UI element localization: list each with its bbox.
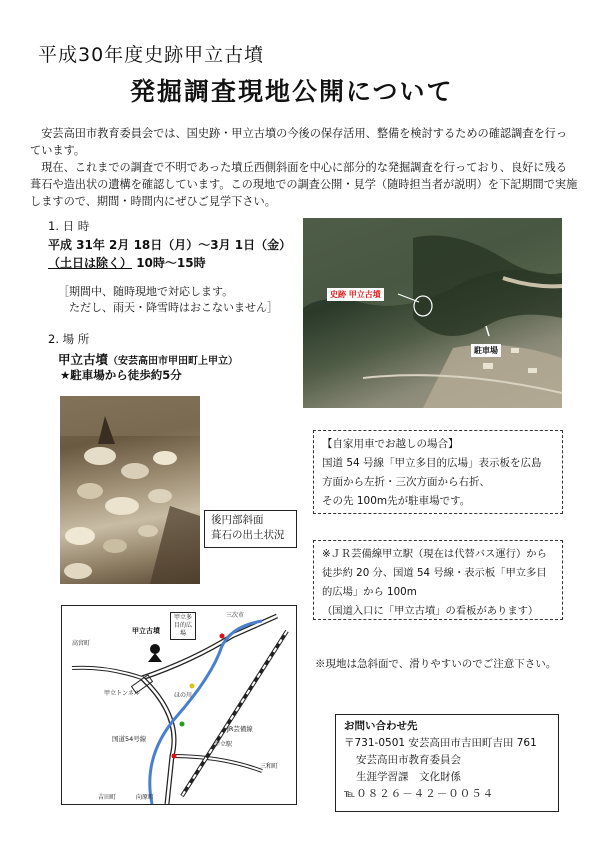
excavation-caption (204, 510, 297, 548)
title-line-1: 平成30年度史跡甲立古墳 (38, 44, 265, 66)
map-jr-label: JR芸備線 (227, 725, 253, 733)
map-plaza-label: 甲立多目的広場 (170, 612, 196, 640)
aerial-photo (303, 218, 562, 408)
train-access-box (313, 540, 563, 620)
map-river-label: ほの川 (174, 692, 193, 699)
contact-org-1: 安芸高田市教育委員会 (356, 754, 461, 766)
car-access-box (313, 430, 563, 514)
train-access-line-1: ※ＪＲ芸備線甲立駅（現在は代替バス運行）から (322, 548, 547, 560)
excavation-photo (60, 396, 200, 584)
place-name-line (58, 350, 238, 368)
car-access-line-3: その先 100m先が駐車場です。 (322, 495, 471, 507)
train-access-line-4: （国道入口に「甲立古墳」の看板があります） (322, 605, 539, 617)
car-access-line-1: 国道 54 号線「甲立多目的広場」表示板を広島 (322, 457, 542, 469)
train-access-line-3: 的広場」から 100m (322, 586, 417, 598)
map-takamiya-label: 高宮町 (72, 640, 91, 647)
place-walk: ★駐車場から徒歩約5分 (60, 368, 182, 382)
aerial-parking-label: 駐車場 (471, 344, 501, 357)
train-access-line-2: 徒歩約 20 分、国道 54 号線・表示板「甲立多目 (322, 567, 547, 579)
place-heading: 2. 場 所 (48, 332, 90, 346)
map-tunnel-label: 甲立トンネル (104, 690, 140, 697)
contact-org-2: 生涯学習課 文化財係 (356, 771, 461, 783)
place-address: （安芸高田市甲田町上甲立） (108, 356, 239, 367)
map-yoshida-label: 吉田町 (98, 794, 117, 801)
caption-line-2: 葺石の出土状況 (211, 529, 285, 541)
map-miyoshi-label: 三次市 (226, 612, 245, 619)
schedule-hours-line (48, 254, 206, 271)
contact-address: 〒731-0501 安芸高田市吉田町吉田 761 (344, 737, 537, 749)
map-miwa-label: 三和町 (260, 763, 279, 770)
contact-title: お問い合わせ先 (344, 720, 418, 732)
schedule-exclude: （土日は除く） (48, 256, 133, 270)
aerial-site-label: 史跡 甲立古墳 (327, 288, 384, 301)
car-access-line-2: 方面から左折・三次方面から右折、 (322, 476, 490, 488)
page-title: 発掘調査現地公開について (130, 77, 454, 106)
map-route54-label: 国道54号線 (112, 735, 147, 743)
intro-paragraph-2: 現在、これまでの調査で不明であった墳丘西側斜面を中心に部分的な発掘調査を行っており、良好に残る葺石や造出状の遺構を確認しています。この現地での調査公開・見学（随時担当者が説明）を下記期間で実施しますので、期間・時間内にぜひご見学下さい。 (30, 161, 578, 208)
map-station-label: 甲立駅 (214, 741, 233, 748)
map-kofun-label: 甲立古墳 (132, 627, 160, 635)
intro-paragraph-1: 安芸高田市教育委員会では、国史跡・甲立古墳の今後の保存活用、整備を検討するための確認調査を行っています。 (30, 127, 568, 157)
intro-text (30, 125, 578, 210)
schedule-note (58, 284, 278, 316)
schedule-hours: 10時～15時 (132, 256, 206, 270)
place-name: 甲立古墳 (58, 352, 109, 367)
contact-tel[interactable]: ℡０８２６－４２－００５４ (344, 788, 495, 800)
map-mukaihara-label: 向原町 (136, 794, 155, 801)
schedule-note-2: ただし、雨天・降雪時はおこないません］ (58, 301, 278, 314)
car-access-title: 【自家用車でお越しの場合】 (322, 438, 459, 450)
schedule-heading: 1. 日 時 (48, 219, 90, 233)
caption-line-1: 後円部斜面 (211, 514, 264, 526)
caution-note: ※現地は急斜面で、滑りやすいのでご注意下さい。 (315, 658, 557, 670)
schedule-dates: 平成 31年 2月 18日（月）～3月 1日（金） (48, 238, 292, 252)
access-map (61, 605, 297, 805)
contact-box (335, 714, 559, 812)
schedule-note-1: ［期間中、随時現地で対応します。 (58, 285, 234, 298)
